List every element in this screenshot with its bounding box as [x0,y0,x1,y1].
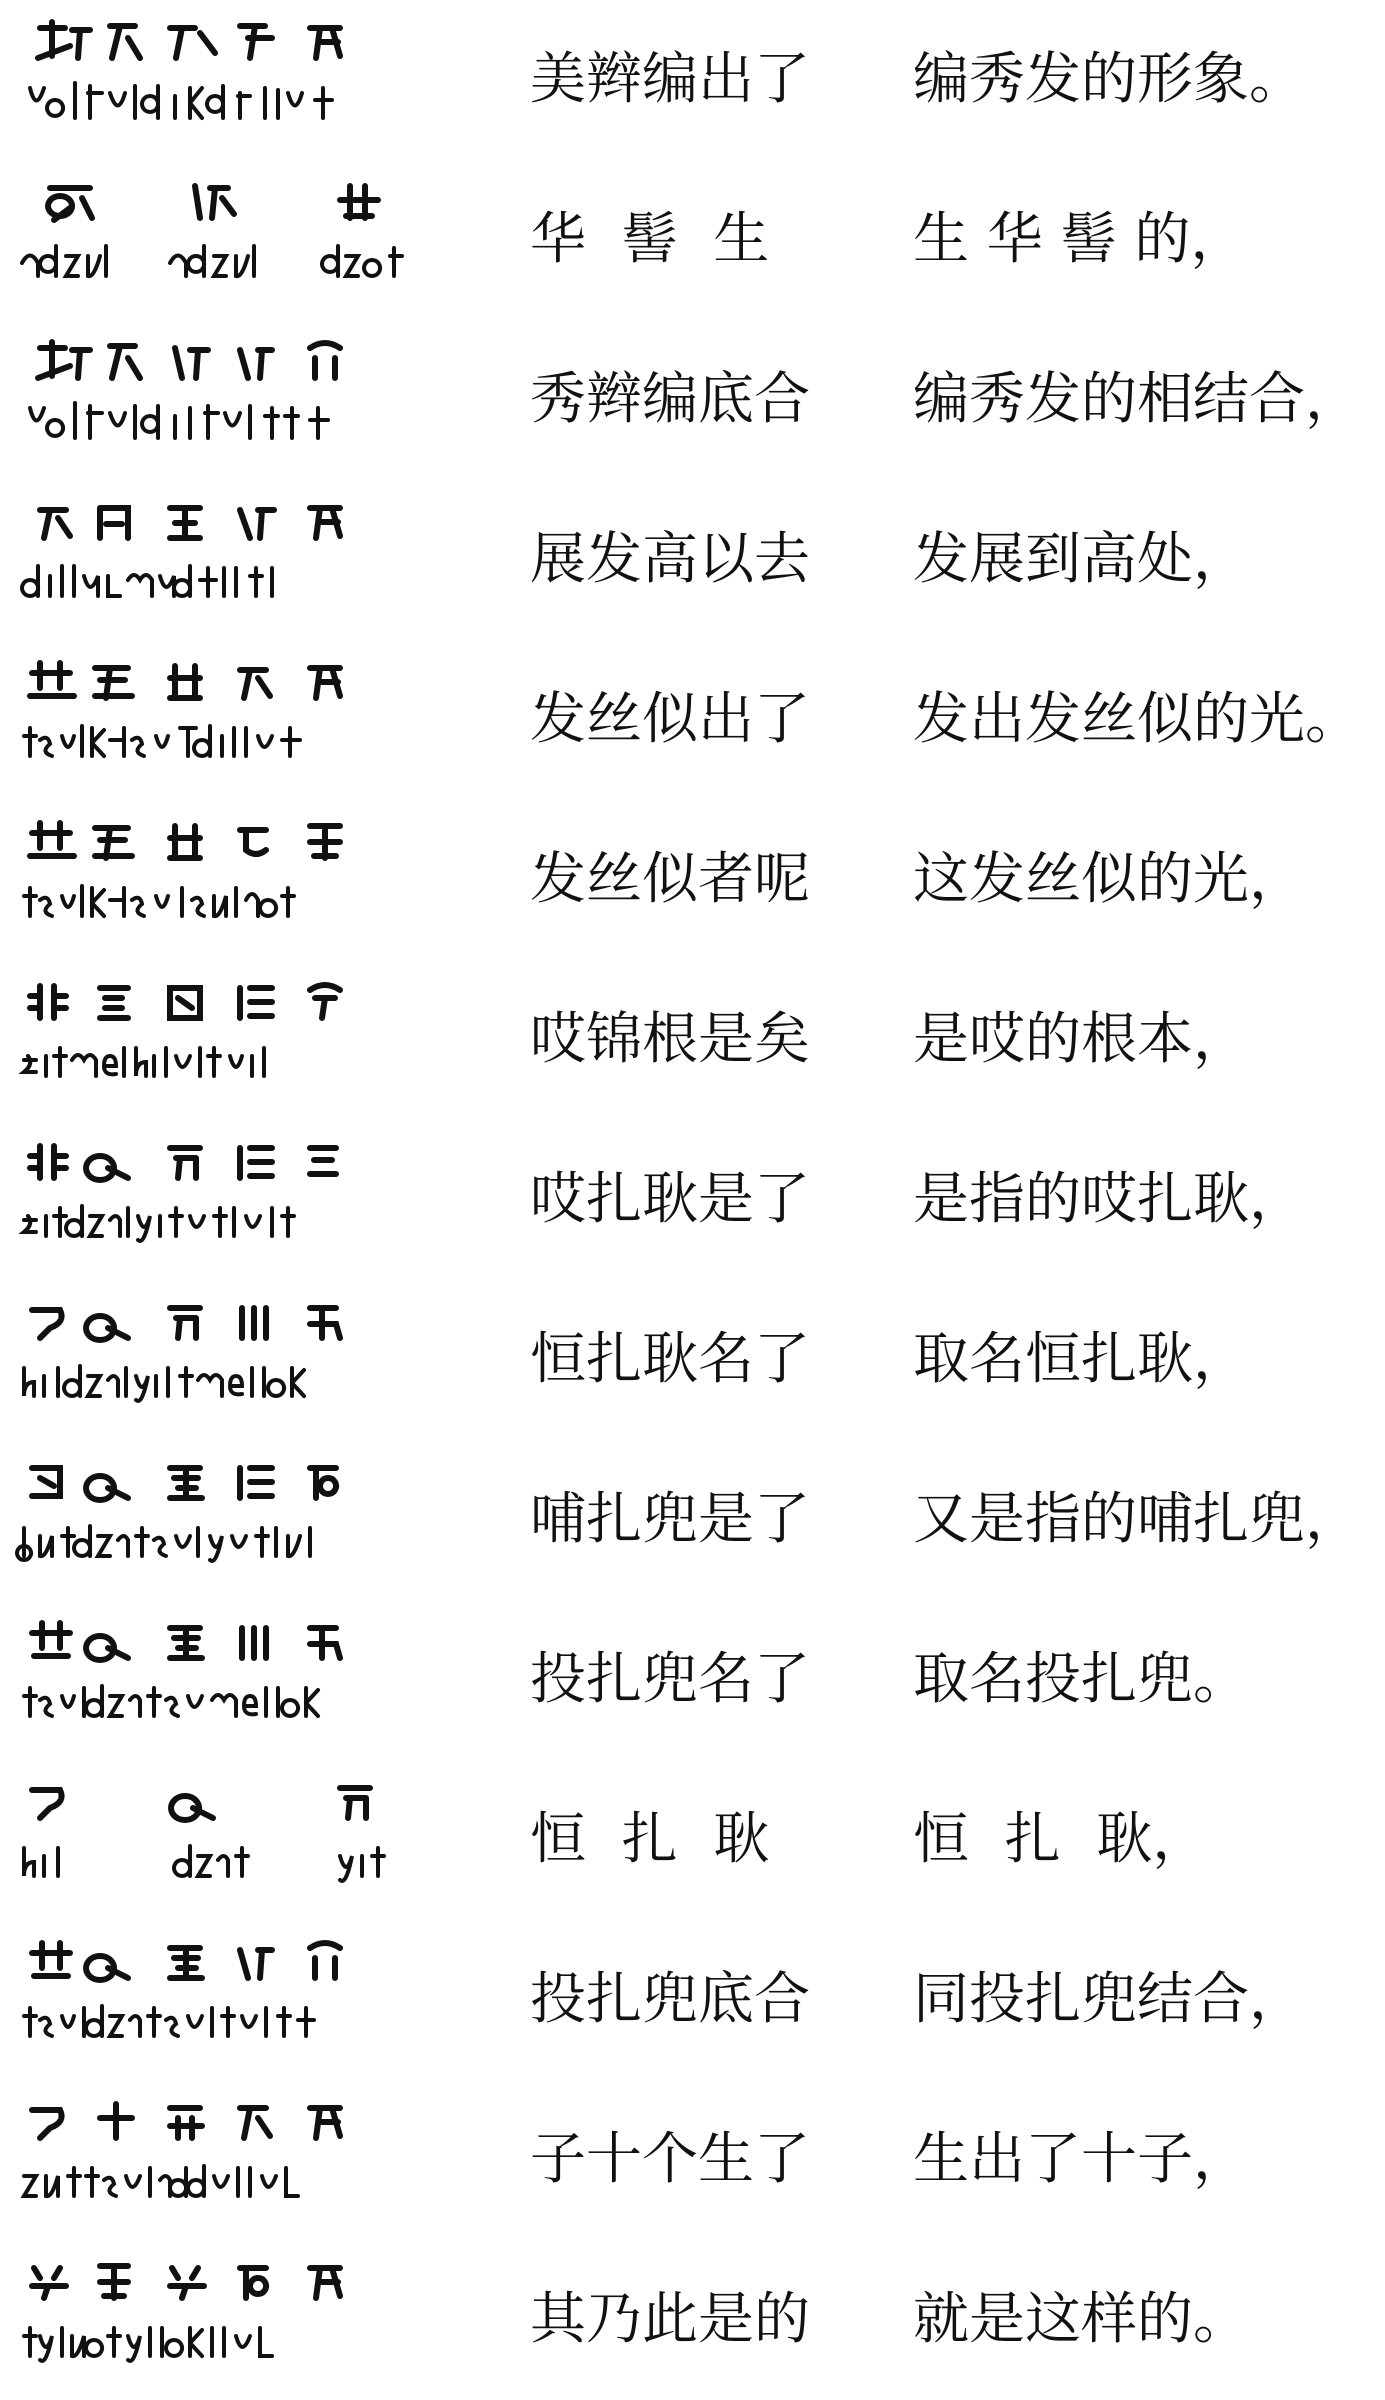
script-glyphs-6 [10,808,440,953]
script-glyphs-5 [10,648,440,793]
text-row-15 [0,2240,1385,2400]
script-glyphs-10 [10,1448,440,1593]
script-line-5 [10,648,440,793]
script-line-4 [10,488,440,633]
script-line-2 [10,168,440,313]
translation-6: 这发丝似的光， [913,847,1305,912]
text-row-1 [0,0,1385,160]
translation-12: 恒 扎 耿， [913,1807,1209,1872]
script-glyphs-1 [10,8,440,153]
text-row-7 [0,960,1385,1120]
gloss-14: 子十个生了 [530,2127,810,2192]
text-row-6 [0,800,1385,960]
script-glyphs-9 [10,1288,440,1433]
translation-4: 发展到高处， [913,527,1249,592]
script-line-1 [10,8,440,153]
script-glyphs-14 [10,2088,440,2233]
script-line-12 [10,1768,440,1913]
gloss-3: 秀辫编底合 [530,367,810,432]
script-line-14 [10,2088,440,2233]
text-row-10 [0,1440,1385,1600]
gloss-5: 发丝似出了 [530,687,810,752]
text-row-2 [0,160,1385,320]
script-glyphs-7 [10,968,440,1113]
gloss-1: 美辫编出了 [530,47,810,112]
translation-14: 生出了十子， [913,2127,1249,2192]
gloss-13: 投扎兜底合 [530,1967,810,2032]
text-row-3 [0,320,1385,480]
text-row-14 [0,2080,1385,2240]
script-line-10 [10,1448,440,1593]
script-glyphs-3 [10,328,440,473]
script-line-9 [10,1288,440,1433]
script-glyphs-2 [10,168,440,313]
text-row-8 [0,1120,1385,1280]
translation-5: 发出发丝似的光。 [913,687,1361,752]
translation-2: 生 华 髻 的， [913,207,1247,272]
script-glyphs-8 [10,1128,440,1273]
gloss-9: 恒扎耿名了 [530,1327,810,1392]
gloss-12: 恒 扎 耿 [530,1807,770,1872]
text-row-11 [0,1600,1385,1760]
translation-7: 是哎的根本， [913,1007,1249,1072]
script-line-3 [10,328,440,473]
gloss-7: 哎锦根是矣 [530,1007,810,1072]
script-glyphs-15 [10,2248,440,2393]
gloss-10: 哺扎兜是了 [530,1487,810,1552]
gloss-15: 其乃此是的 [530,2287,810,2352]
script-line-15 [10,2248,440,2393]
script-glyphs-4 [10,488,440,633]
script-line-6 [10,808,440,953]
gloss-11: 投扎兜名了 [530,1647,810,1712]
script-glyphs-12 [10,1768,440,1913]
script-line-11 [10,1608,440,1753]
text-row-9 [0,1280,1385,1440]
text-row-4 [0,480,1385,640]
translation-11: 取名投扎兜。 [913,1647,1249,1712]
script-line-13 [10,1928,440,2073]
translation-9: 取名恒扎耿， [913,1327,1249,1392]
translation-13: 同投扎兜结合， [913,1967,1305,2032]
text-row-12 [0,1760,1385,1920]
gloss-8: 哎扎耿是了 [530,1167,810,1232]
translation-1: 编秀发的形象。 [913,47,1305,112]
text-row-13 [0,1920,1385,2080]
translation-15: 就是这样的。 [913,2287,1249,2352]
script-glyphs-13 [10,1928,440,2073]
script-glyphs-11 [10,1608,440,1753]
gloss-2: 华 髻 生 [530,207,770,272]
translation-8: 是指的哎扎耿， [913,1167,1305,1232]
gloss-6: 发丝似者呢 [530,847,810,912]
translation-10: 又是指的哺扎兜， [913,1487,1361,1552]
text-row-5 [0,640,1385,800]
script-line-7 [10,968,440,1113]
translation-3: 编秀发的相结合， [913,367,1361,432]
script-line-8 [10,1128,440,1273]
gloss-4: 展发高以去 [530,527,810,592]
